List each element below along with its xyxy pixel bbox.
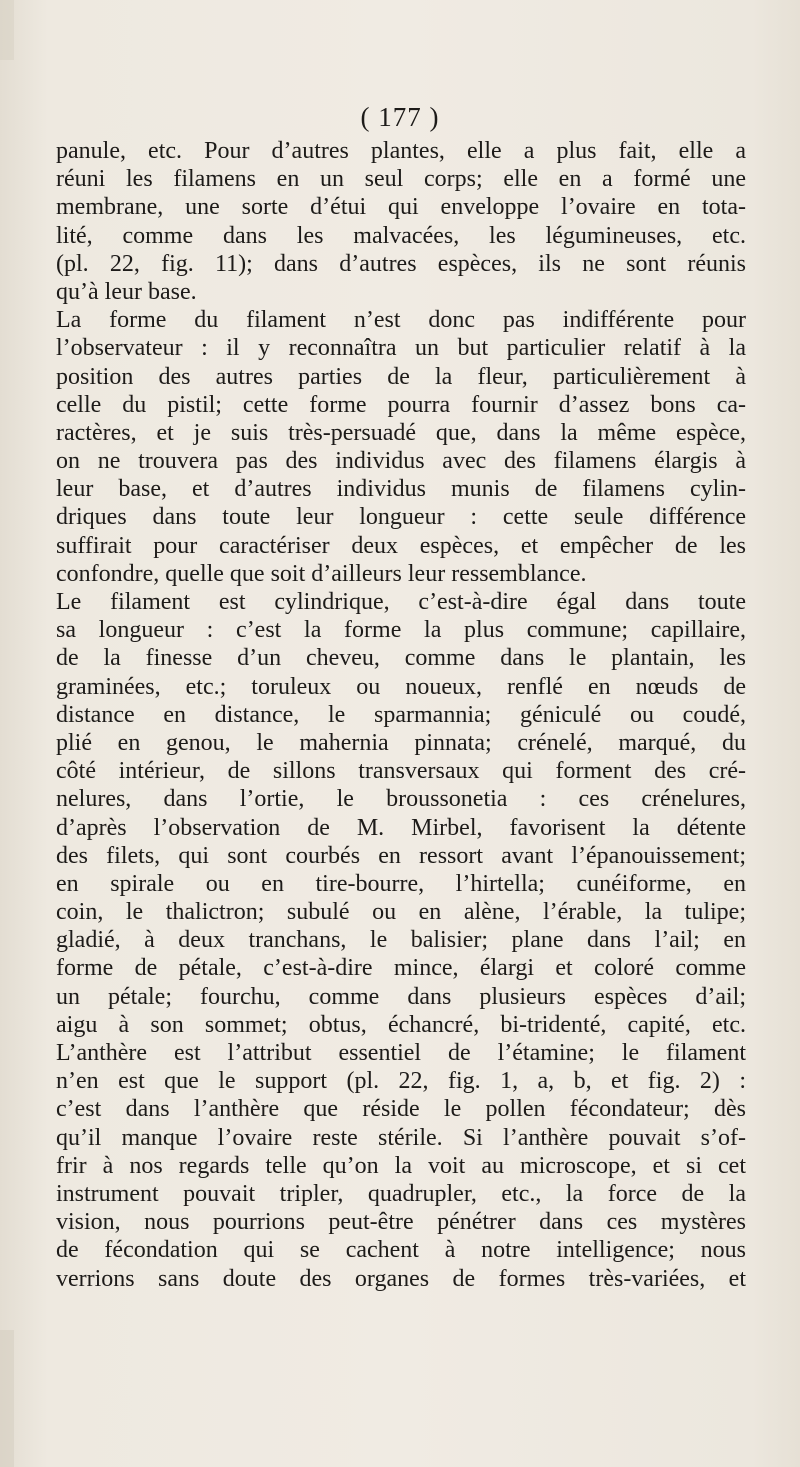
text-line: ractères, et je suis très-persuadé que, dans la même espèce,	[56, 419, 746, 446]
text-line: sa longueur : c’est la forme la plus commune; capillaire,	[56, 617, 746, 644]
text-line: d’après l’observation de M. Mirbel, favorisent la détente	[56, 814, 746, 841]
text-line: Le filament est cylindrique, c’est-à-dire égal dans toute	[56, 589, 746, 615]
text-line: n’en est que le support (pl. 22, fig. 1, a, b, et fig. 2) :	[56, 1068, 746, 1095]
text-line: un pétale; fourchu, comme dans plusieurs espèces d’ail;	[56, 983, 746, 1010]
text-line: L’anthère est l’attribut essentiel de l’étamine; le filament	[56, 1040, 746, 1066]
body-text	[56, 137, 746, 1293]
text-line: gladié, à deux tranchans, le balisier; plane dans l’ail; en	[56, 927, 746, 954]
page-edge-shadow	[0, 0, 14, 60]
text-line: lité, comme dans les malvacées, les légumineuses, etc.	[56, 222, 746, 249]
text-line: confondre, quelle que soit d’ailleurs leur ressemblance.	[56, 560, 587, 587]
text-line: plié en genou, le mahernia pinnata; crénelé, marqué, du	[56, 729, 746, 756]
text-line: frir à nos regards telle qu’on la voit au microscope, et si cet	[56, 1152, 746, 1179]
text-line: qu’il manque l’ovaire reste stérile. Si l’anthère pouvait s’of-	[56, 1124, 746, 1151]
text-line: l’observateur : il y reconnaîtra un but particulier relatif à la	[56, 335, 746, 362]
text-line: qu’à leur base.	[56, 278, 197, 305]
text-line: graminées, etc.; toruleux ou noueux, renflé en nœuds de	[56, 673, 746, 700]
text-line: coin, le thalictron; subulé ou en alène, l’érable, la tulipe;	[56, 899, 746, 926]
text-line: membrane, une sorte d’étui qui enveloppe l’ovaire en tota-	[56, 194, 746, 221]
text-line: des filets, qui sont courbés en ressort avant l’épanouissement;	[56, 842, 746, 869]
page-number: ( 177 )	[360, 102, 440, 132]
text-line: position des autres parties de la fleur, particulièrement à	[56, 363, 746, 390]
text-line: de la finesse d’un cheveu, comme dans le plantain, les	[56, 645, 746, 672]
text-line: de fécondation qui se cachent à notre intelligence; nous	[56, 1237, 746, 1264]
text-line: panule, etc. Pour d’autres plantes, elle a plus fait, elle a	[56, 138, 746, 164]
text-line: distance en distance, le sparmannia; géniculé ou coudé,	[56, 701, 746, 728]
text-line: c’est dans l’anthère que réside le pollen fécondateur; dès	[56, 1096, 746, 1123]
text-line: celle du pistil; cette forme pourra fournir d’assez bons ca-	[56, 391, 746, 418]
text-line: en spirale ou en tire-bourre, l’hirtella; cunéiforme, en	[56, 870, 746, 897]
text-line: La forme du filament n’est donc pas indifférente pour	[56, 307, 746, 334]
page-edge-shadow	[0, 1330, 14, 1467]
text-line: aigu à son sommet; obtus, échancré, bi-tridenté, capité, etc.	[56, 1011, 746, 1038]
text-line: suffirait pour caractériser deux espèces, et empêcher de les	[56, 532, 746, 559]
text-line: instrument pouvait tripler, quadrupler, etc., la force de la	[56, 1180, 746, 1207]
text-line: réuni les filamens en un seul corps; elle en a formé une	[56, 166, 746, 193]
text-line: driques dans toute leur longueur : cette seule différence	[56, 504, 746, 531]
text-line: leur base, et d’autres individus munis de filamens cylin-	[56, 476, 746, 503]
text-line: (pl. 22, fig. 11); dans d’autres espèces, ils ne sont réunis	[56, 250, 746, 277]
text-line: verrions sans doute des organes de formes très-variées, et	[56, 1265, 746, 1292]
text-line: on ne trouvera pas des individus avec des filamens élargis à	[56, 448, 746, 475]
text-line: vision, nous pourrions peut-être pénétrer dans ces mystères	[56, 1209, 746, 1236]
text-line: côté intérieur, de sillons transversaux qui forment des cré-	[56, 758, 746, 785]
text-line: forme de pétale, c’est-à-dire mince, élargi et coloré comme	[56, 955, 746, 982]
text-line: nelures, dans l’ortie, le broussonetia : ces crénelures,	[56, 786, 746, 813]
